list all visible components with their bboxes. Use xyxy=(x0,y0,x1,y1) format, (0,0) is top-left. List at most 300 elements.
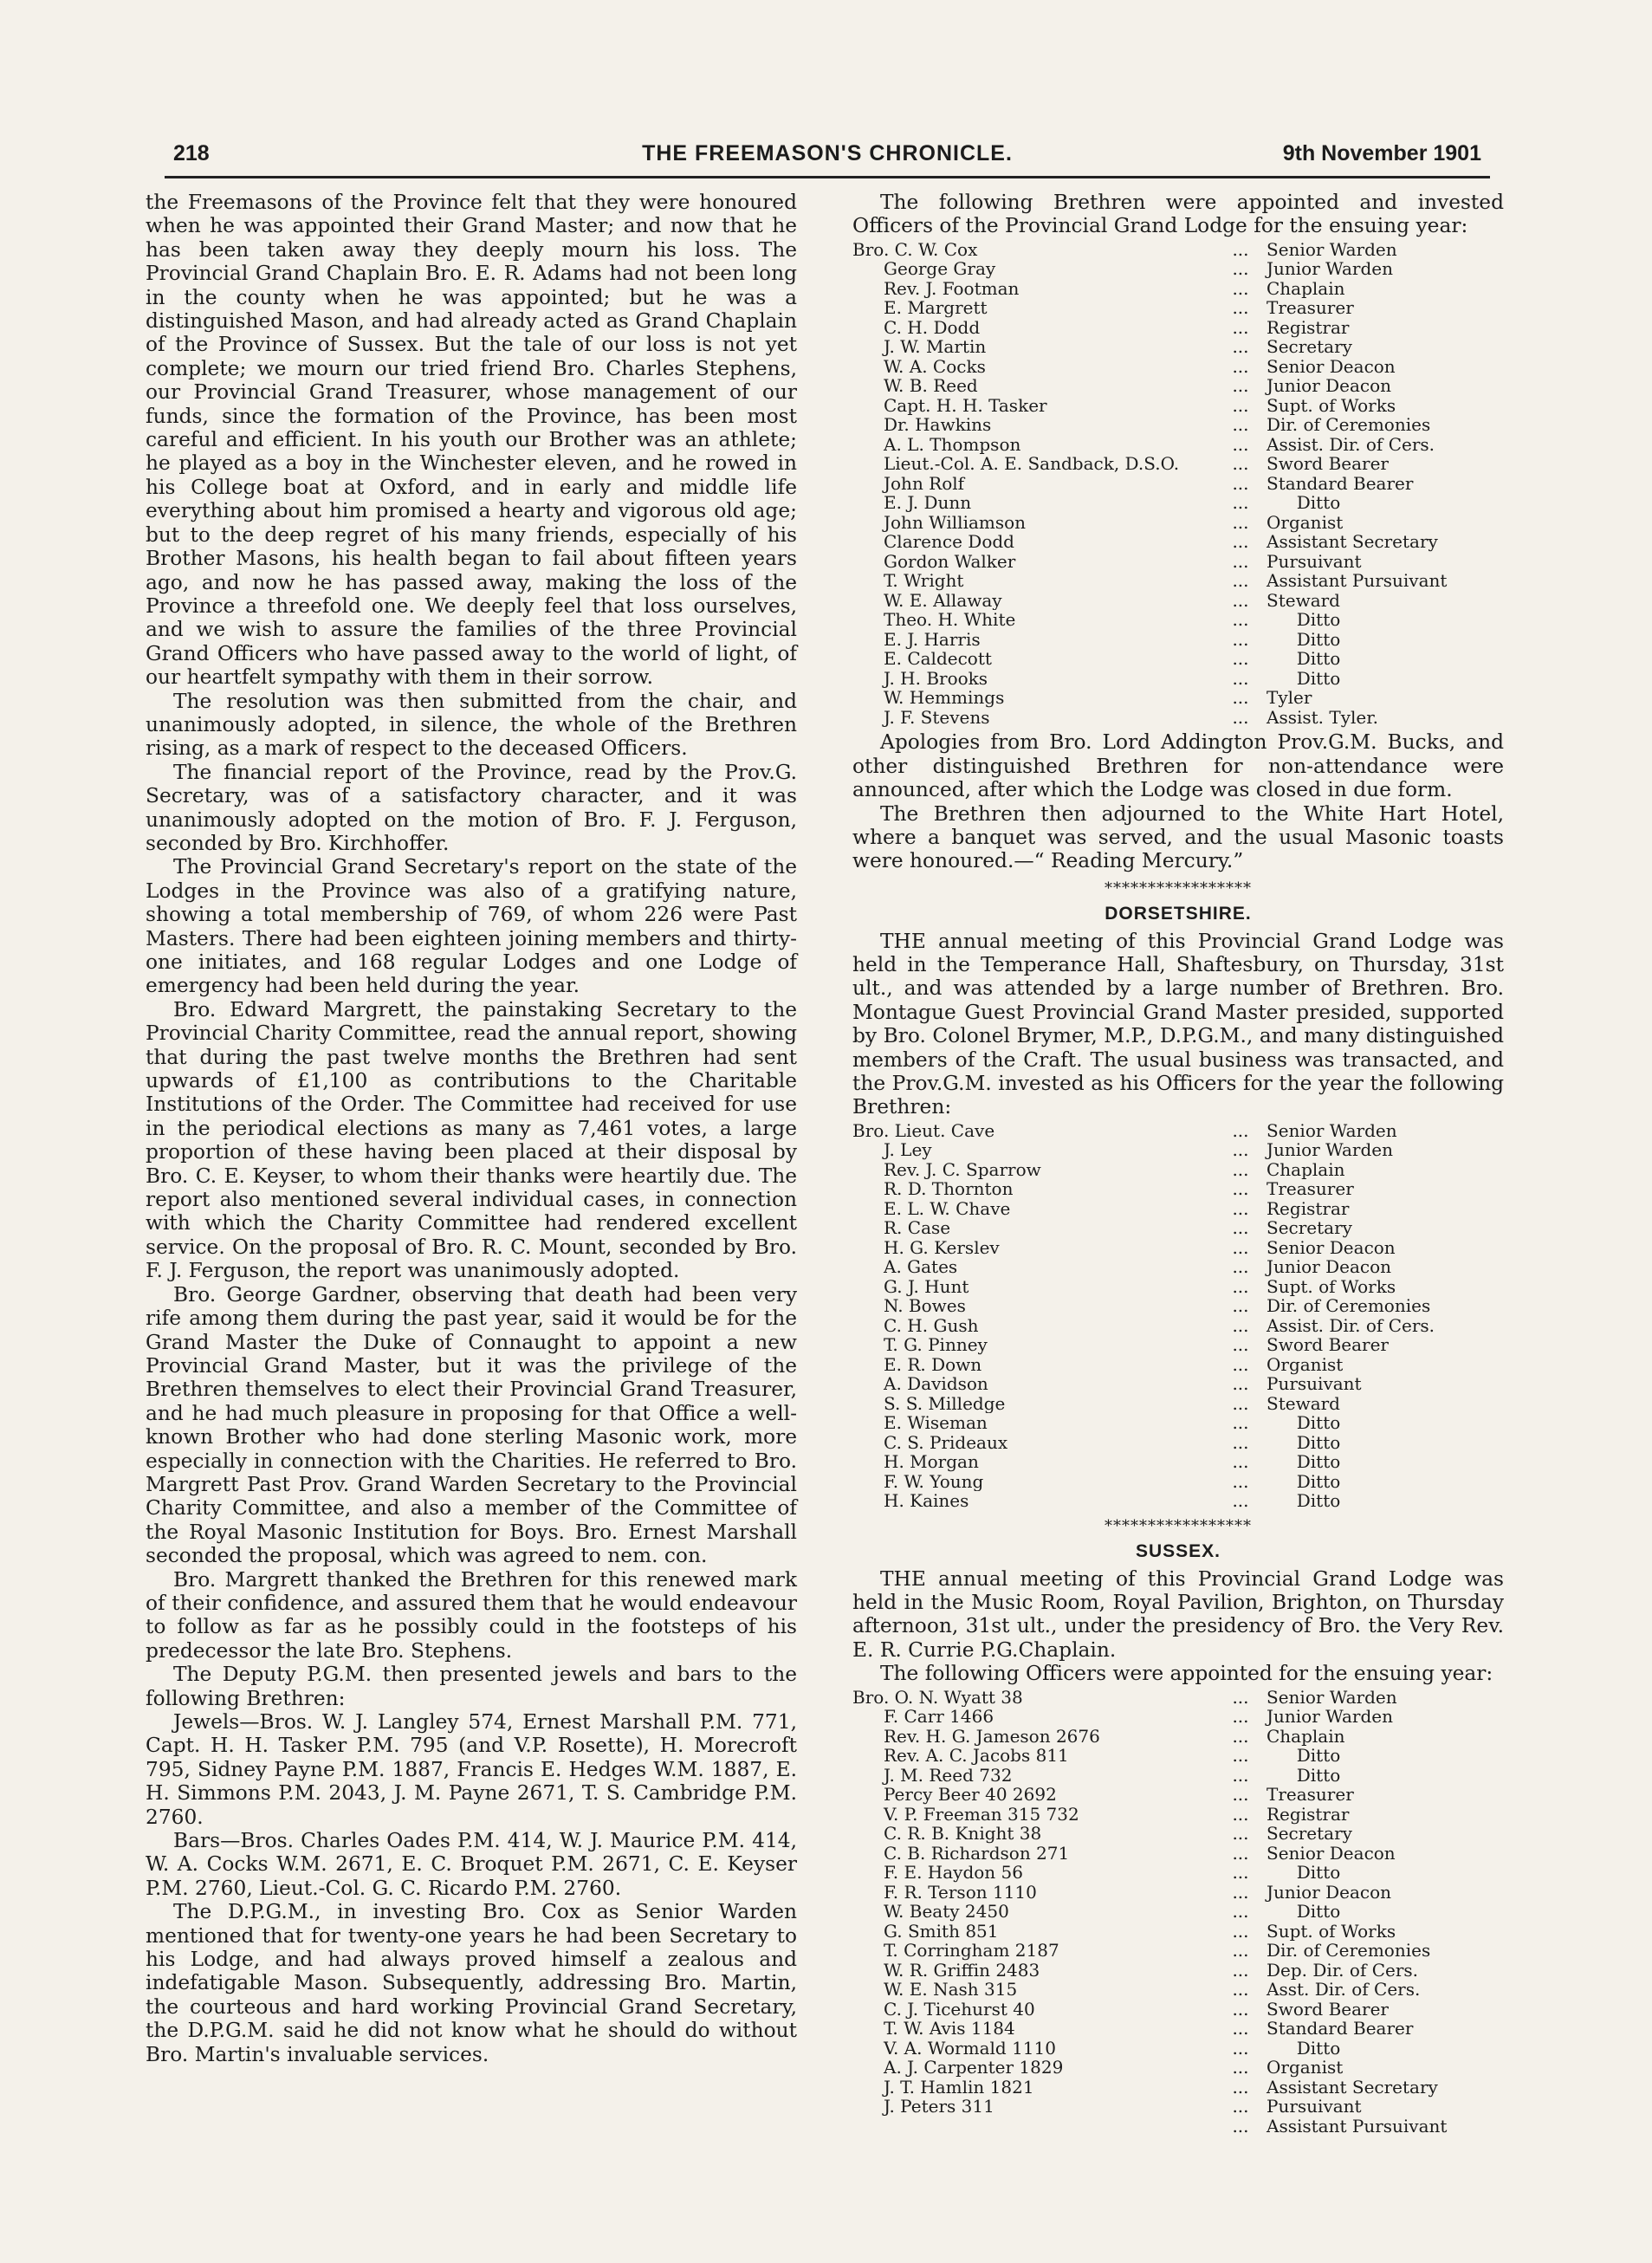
leader-dots: ... xyxy=(1232,706,1249,728)
section-separator: ***************** xyxy=(1105,879,1252,898)
paragraph: THE annual meeting of this Provincial Grand Lodge was held in the Music Room, Royal Pavilion, Brighton, on Thursday afternoon, 31st ult., under the presidency of Bro. the Very Rev. E. R. Currie P.G.Chaplain. xyxy=(852,1566,1504,1662)
officer-name: E. Margrett xyxy=(884,298,988,318)
leader-dots: ... xyxy=(1232,1178,1249,1200)
leader-dots: ... xyxy=(1232,1314,1249,1336)
officer-office: Ditto xyxy=(1296,1490,1341,1512)
officer-name: W. R. Griffin 2483 xyxy=(884,1960,1040,1981)
officer-office: Chaplain xyxy=(1267,1725,1345,1747)
leader-dots: ... xyxy=(1232,1920,1249,1942)
leader-dots: ... xyxy=(1232,277,1249,299)
officer-name: Rev. J. C. Sparrow xyxy=(884,1159,1041,1180)
officer-row xyxy=(852,298,1504,318)
officer-office: Senior Warden xyxy=(1267,238,1397,260)
officer-office: Ditto xyxy=(1296,1431,1341,1453)
officer-name xyxy=(852,2117,884,2137)
officer-name: Lieut.-Col. A. E. Sandback, D.S.O. xyxy=(884,454,1180,474)
leader-dots: ... xyxy=(1232,667,1249,689)
officer-name: G. J. Hunt xyxy=(884,1276,969,1297)
leader-dots: ... xyxy=(1232,2076,1249,2098)
officer-name: C. S. Prideaux xyxy=(884,1432,1008,1453)
officer-office: Treasurer xyxy=(1267,1178,1354,1200)
leader-dots: ... xyxy=(1232,1490,1249,1512)
officer-row xyxy=(852,708,1504,728)
officer-name: C. H. Gush xyxy=(884,1315,979,1336)
officer-name: J. F. Stevens xyxy=(884,707,990,728)
paragraph: The financial report of the Province, read by the Prov.G. Secretary, was of a satisfactory character, and it was unanimously adopted on the motion of Bro. F. J. Ferguson, seconded by Bro. Kirchhoffer. xyxy=(146,760,797,855)
paragraph: The Brethren then adjourned to the White Hart Hotel, where a banquet was served, and the usual Masonic toasts were honoured.—“ Reading Mercury.” xyxy=(852,801,1504,873)
officer-name: G. Smith 851 xyxy=(884,1921,999,1942)
officer-name: T. Wright xyxy=(884,571,964,591)
leader-dots: ... xyxy=(1232,1392,1249,1414)
officer-office: Ditto xyxy=(1296,609,1341,631)
officer-name: F. W. Young xyxy=(884,1471,984,1492)
paragraph: Apologies from Bro. Lord Addington Prov.G.M. Bucks, and other distinguished Brethren for non-attendance were announced, after which the Lodge was closed in due form. xyxy=(852,730,1504,802)
officer-row xyxy=(852,1707,1504,1727)
section-heading-dorsetshire: DORSETSHIRE. xyxy=(1105,904,1252,924)
officer-row xyxy=(852,279,1504,299)
leader-dots: ... xyxy=(1232,1998,1249,2020)
issue-date: 9th November 1901 xyxy=(1282,141,1481,165)
officer-name: F. Carr 1466 xyxy=(884,1707,994,1727)
section-separator: ***************** xyxy=(1105,1516,1252,1535)
officer-name: T. G. Pinney xyxy=(884,1335,988,1355)
officer-row xyxy=(852,376,1504,396)
leader-dots: ... xyxy=(1232,394,1249,416)
leader-dots: ... xyxy=(1232,1412,1249,1434)
leader-dots: ... xyxy=(1232,1842,1249,1864)
leader-dots: ... xyxy=(1232,1979,1249,2000)
officer-name: A. J. Carpenter 1829 xyxy=(884,2058,1064,2078)
officer-row xyxy=(852,1277,1504,1297)
officer-office: Assistant Secretary xyxy=(1267,2076,1438,2098)
officer-name: Clarence Dodd xyxy=(884,532,1014,552)
officer-row xyxy=(852,1863,1504,1883)
officer-row xyxy=(852,1160,1504,1180)
leader-dots: ... xyxy=(1232,531,1249,553)
officer-row xyxy=(852,1688,1504,1708)
officer-name: E. R. Down xyxy=(884,1354,982,1375)
officer-name: C. H. Dodd xyxy=(884,317,981,338)
officer-row xyxy=(852,1941,1504,1961)
leader-dots: ... xyxy=(1232,1862,1249,1884)
leader-dots: ... xyxy=(1232,2115,1249,2137)
leader-dots: ... xyxy=(1232,1275,1249,1297)
leader-dots: ... xyxy=(1232,1451,1249,1473)
officer-office: Secretary xyxy=(1267,1823,1352,1845)
right-column xyxy=(852,191,1504,2139)
officer-row xyxy=(852,1413,1504,1433)
leader-dots: ... xyxy=(1232,433,1249,455)
officer-row xyxy=(852,1394,1504,1414)
officer-name: George Gray xyxy=(884,259,996,279)
officer-office: Ditto xyxy=(1296,648,1341,670)
officer-name: R. D. Thornton xyxy=(884,1179,1014,1199)
officer-name: Percy Beer 40 2692 xyxy=(884,1785,1057,1805)
leader-dots: ... xyxy=(1232,1940,1249,1961)
leader-dots: ... xyxy=(1232,258,1249,280)
leader-dots: ... xyxy=(1232,414,1249,436)
leader-dots: ... xyxy=(1232,1295,1249,1317)
officer-row xyxy=(852,649,1504,669)
leader-dots: ... xyxy=(1232,511,1249,533)
officer-name: J. H. Brooks xyxy=(884,668,988,689)
officer-name: J. Peters 311 xyxy=(884,2097,994,2117)
leader-dots: ... xyxy=(1232,1959,1249,1981)
leader-dots: ... xyxy=(1232,628,1249,650)
officer-office: Senior Warden xyxy=(1267,1686,1397,1708)
officer-row xyxy=(852,1785,1504,1805)
officer-row xyxy=(852,2019,1504,2039)
officer-office: Senior Deacon xyxy=(1267,1236,1396,1258)
officer-row xyxy=(852,2000,1504,2020)
leader-dots: ... xyxy=(1232,1334,1249,1356)
officer-name: A. L. Thompson xyxy=(884,434,1021,455)
officer-office: Ditto xyxy=(1296,1745,1341,1767)
leader-dots: ... xyxy=(1232,2096,1249,2117)
officer-name: V. P. Freeman 315 732 xyxy=(884,1804,1079,1825)
leader-dots: ... xyxy=(1232,1725,1249,1747)
officer-office: Dir. of Ceremonies xyxy=(1267,1940,1431,1961)
officer-office: Junior Deacon xyxy=(1267,1256,1392,1278)
page-header xyxy=(165,133,1490,178)
officer-row xyxy=(852,474,1504,494)
leader-dots: ... xyxy=(1232,238,1249,260)
officer-row xyxy=(852,610,1504,630)
officer-office: Ditto xyxy=(1296,1470,1341,1492)
officer-row xyxy=(852,1746,1504,1766)
officer-name: A. Davidson xyxy=(884,1374,988,1394)
officer-name: F. R. Terson 1110 xyxy=(884,1882,1037,1903)
officer-row xyxy=(852,1199,1504,1219)
leader-dots: ... xyxy=(1232,1431,1249,1453)
officer-name: H. G. Kerslev xyxy=(884,1237,1000,1258)
officer-row xyxy=(852,1472,1504,1492)
leader-dots: ... xyxy=(1232,375,1249,397)
officer-row xyxy=(852,669,1504,689)
officer-office: Sword Bearer xyxy=(1267,1998,1389,2020)
leader-dots: ... xyxy=(1232,570,1249,592)
officer-row xyxy=(852,337,1504,357)
leader-dots: ... xyxy=(1232,1197,1249,1219)
officer-office: Secretary xyxy=(1267,336,1352,358)
officer-row xyxy=(852,688,1504,708)
officer-name: Theo. H. White xyxy=(884,610,1016,630)
paragraph: Bro. George Gardner, observing that death had been very rife among them during the past year, said it would be for the Grand Master the Duke of Connaught to appoint a new Provincial Grand Master, but it was the privilege of the Brethren themselves to elect their Provincial Grand Treasurer, and he had much pleasure in proposing for that Office a well-known Brother who had done sterling Masonic work, more especially in connection with the Charities. He referred to Bro. Margrett Past Prov. Grand Warden Secretary to the Provincial Charity Committee, and also a member of the Committee of the Royal Masonic Institution for Boys. Bro. Ernest Marshall seconded the proposal, which was agreed to nem. con. xyxy=(146,1282,797,1568)
officers-list-dorsetshire xyxy=(852,1121,1504,1511)
officer-office: Sword Bearer xyxy=(1267,453,1389,475)
officer-row xyxy=(852,2097,1504,2117)
officer-office: Standard Bearer xyxy=(1267,2018,1414,2039)
officer-name: E. Wiseman xyxy=(884,1413,988,1433)
officer-office: Standard Bearer xyxy=(1267,472,1414,494)
officer-name: Bro. Lieut. Cave xyxy=(852,1120,995,1141)
officer-row xyxy=(852,1121,1504,1141)
officer-office: Dir. of Ceremonies xyxy=(1267,1295,1431,1317)
officer-row xyxy=(852,1922,1504,1942)
officer-office: Registrar xyxy=(1267,316,1350,338)
leader-dots: ... xyxy=(1232,1881,1249,1903)
officer-row xyxy=(852,1824,1504,1844)
publication-title: THE FREEMASON'S CHRONICLE. xyxy=(642,141,1013,165)
officer-name: Dr. Hawkins xyxy=(884,415,992,435)
leader-dots: ... xyxy=(1232,336,1249,358)
officer-office: Pursuivant xyxy=(1267,1373,1362,1395)
officer-office: Steward xyxy=(1267,1392,1340,1414)
officer-row xyxy=(852,1844,1504,1864)
officer-office: Supt. of Works xyxy=(1267,394,1396,416)
officer-name: T. Corringham 2187 xyxy=(884,1941,1059,1961)
officer-name: E. Caldecott xyxy=(884,649,992,669)
officers-list-1 xyxy=(852,240,1504,728)
paragraph: Bars—Bros. Charles Oades P.M. 414, W. J. Maurice P.M. 414, W. A. Cocks W.M. 2671, E. C. Broquet P.M. 2671, C. E. Keyser P.M. 2760, Lieut.-Col. G. C. Ricardo P.M. 2760. xyxy=(146,1829,797,1900)
paragraph: The following Officers were appointed for the ensuing year: xyxy=(880,1662,1493,1686)
paragraph: The resolution was then submitted from the chair, and unanimously adopted, in silence, the whole of the Brethren rising, as a mark of respect to the deceased Officers. xyxy=(146,689,797,761)
leader-dots: ... xyxy=(1232,1686,1249,1708)
officer-office: Secretary xyxy=(1267,1217,1352,1239)
leader-dots: ... xyxy=(1232,1119,1249,1141)
leader-dots: ... xyxy=(1232,687,1249,709)
paragraph: The following Brethren were appointed and invested Officers of the Provincial Grand Lodge for the ensuing year: xyxy=(852,191,1504,238)
officer-row xyxy=(852,1218,1504,1238)
officer-office: Junior Deacon xyxy=(1267,375,1392,397)
officer-office: Junior Warden xyxy=(1267,258,1393,280)
officer-name: Gordon Walker xyxy=(884,551,1016,572)
officer-name: Bro. C. W. Cox xyxy=(852,239,978,260)
paragraph: The D.P.G.M., in investing Bro. Cox as Senior Warden mentioned that for twenty-one years he had been Secretary to his Lodge, and had always proved himself a zealous and indefatigable Mason. Subsequently, addressing Bro. Martin, the courteous and hard working Provincial Grand Secretary, the D.P.G.M. said he did not know what he should do without Bro. Martin's invaluable services. xyxy=(146,1900,797,2066)
officer-name: J. M. Reed 732 xyxy=(884,1765,1013,1786)
leader-dots: ... xyxy=(1232,1353,1249,1375)
officer-office: Senior Deacon xyxy=(1267,355,1396,377)
officer-row xyxy=(852,415,1504,435)
officer-name: John Rolf xyxy=(884,473,965,494)
leader-dots: ... xyxy=(1232,1745,1249,1767)
officer-office: Junior Deacon xyxy=(1267,1881,1392,1903)
officer-office: Pursuivant xyxy=(1267,550,1362,572)
officer-office: Ditto xyxy=(1296,1451,1341,1473)
paragraph: THE annual meeting of this Provincial Grand Lodge was held in the Temperance Hall, Shaftesbury, on Thursday, 31st ult., and was attended by a large number of Brethren. Bro. Montague Guest Provincial Grand Master presided, supported by Bro. Colonel Brymer, M.P., D.P.G.M., and many distinguished members of the Craft. The usual business was transacted, and the Prov.G.M. invested as his Officers for the year the following Brethren: xyxy=(852,929,1504,1119)
officer-office: Registrar xyxy=(1267,1197,1350,1219)
paragraph: Jewels—Bros. W. J. Langley 574, Ernest Marshall P.M. 771, Capt. H. H. Tasker P.M. 795 (and V.P. Rosette), H. Morecroft 795, Sidney Payne P.M. 1887, Francis E. Hedges W.M. 1887, E. H. Simmons P.M. 2043, J. M. Payne 2671, T. S. Cambridge P.M. 2760. xyxy=(146,1710,797,1829)
leader-dots: ... xyxy=(1232,1139,1249,1161)
officer-row xyxy=(852,1335,1504,1355)
leader-dots: ... xyxy=(1232,1706,1249,1728)
leader-dots: ... xyxy=(1232,1217,1249,1239)
paragraph: the Freemasons of the Province felt that they were honoured when he was appointed their Grand Master; and now that he has been taken away they deeply mourn his loss. The Provincial Grand Chaplain Bro. E. R. Adams had not been long in the county when he was appointed; but he was a distinguished Mason, and had already acted as Grand Chaplain of the Province of Sussex. But the tale of our loss is not yet complete; we mourn our tried friend Bro. Charles Stephens, our Provincial Grand Treasurer, whose management of our funds, since the formation of the Province, has been most careful and efficient. In his youth our Brother was an athlete; he played as a boy in the Winchester eleven, and he rowed in his College boat at Oxford, and in early and middle life everything about him promised a hearty and vigorous old age; but to the deep regret of his many friends, especially of his Brother Masons, his health began to fail about fifteen years ago, and now he has passed away, making the loss of the Province a threefold one. We deeply feel that loss ourselves, and we wish to assure the families of the three Provincial Grand Officers who have passed away to the world of light, of our heartfelt sympathy with them in their sorrow. xyxy=(146,191,797,690)
officer-row xyxy=(852,1961,1504,1981)
officer-office: Organist xyxy=(1267,1353,1344,1375)
officer-office: Ditto xyxy=(1296,667,1341,689)
officer-name: E. J. Dunn xyxy=(884,493,972,513)
officer-row xyxy=(852,396,1504,416)
officer-row xyxy=(852,552,1504,572)
officer-office: Organist xyxy=(1267,2057,1344,2078)
officer-name: W. A. Cocks xyxy=(884,356,986,377)
officer-office: Ditto xyxy=(1296,1862,1341,1884)
officer-name: Rev. J. Footman xyxy=(884,278,1020,299)
officer-row xyxy=(852,571,1504,591)
officer-office: Dir. of Ceremonies xyxy=(1267,414,1431,436)
officer-row xyxy=(852,2078,1504,2098)
officer-row xyxy=(852,1316,1504,1336)
leader-dots: ... xyxy=(1232,1784,1249,1806)
officer-row xyxy=(852,1491,1504,1511)
officer-office: Senior Warden xyxy=(1267,1119,1397,1141)
officer-row xyxy=(852,513,1504,533)
paragraph: Bro. Edward Margrett, the painstaking Secretary to the Provincial Charity Committee, read the annual report, showing that during the past twelve months the Brethren had sent upwards of £1,100 as contributions to the Charitable Institutions of the Order. The Committee had received for use in the periodical elections as many as 7,461 votes, a large proportion of these having been placed at their disposal by Bro. C. E. Keyser, to whom their thanks were heartily due. The report also mentioned several individual cases, in connection with which the Charity Committee had rendered excellent service. On the proposal of Bro. R. C. Mount, seconded by Bro. F. J. Ferguson, the report was unanimously adopted. xyxy=(146,997,797,1283)
officer-name: A. Gates xyxy=(884,1257,958,1277)
officer-office: Tyler xyxy=(1267,687,1312,709)
leader-dots: ... xyxy=(1232,1823,1249,1845)
officer-office: Ditto xyxy=(1296,2037,1341,2059)
officer-row xyxy=(852,1433,1504,1453)
officer-office: Ditto xyxy=(1296,628,1341,650)
officer-name: W. E. Allaway xyxy=(884,590,1002,611)
officer-office: Steward xyxy=(1267,589,1340,611)
officer-office: Assistant Pursuivant xyxy=(1267,570,1448,592)
leader-dots: ... xyxy=(1232,472,1249,494)
officer-office: Registrar xyxy=(1267,1803,1350,1825)
officer-row xyxy=(852,1257,1504,1277)
leader-dots: ... xyxy=(1232,550,1249,572)
paragraph: The Provincial Grand Secretary's report on the state of the Lodges in the Province was also of a gratifying nature, showing a total membership of 769, of whom 226 were Past Masters. There had been eighteen joining members and thirty-one initiates, and 168 regular Lodges and one Lodge of emergency had been held during the year. xyxy=(146,855,797,998)
officer-office: Asst. Dir. of Cers. xyxy=(1267,1979,1421,2000)
leader-dots: ... xyxy=(1232,2057,1249,2078)
officer-row xyxy=(852,1727,1504,1747)
officer-row xyxy=(852,318,1504,338)
officer-name: N. Bowes xyxy=(884,1296,966,1316)
leader-dots: ... xyxy=(1232,1764,1249,1786)
paragraph: Bro. Margrett thanked the Brethren for this renewed mark of their confidence, and assured them that he would endeavour to follow as far as he possibly could in the footsteps of his predecessor the late Bro. Stephens. xyxy=(146,1567,797,1663)
officer-office: Pursuivant xyxy=(1267,2096,1362,2117)
officer-office: Ditto xyxy=(1296,1764,1341,1786)
officer-row xyxy=(852,630,1504,650)
officer-office: Senior Deacon xyxy=(1267,1842,1396,1864)
officer-name: C. J. Ticehurst 40 xyxy=(884,1999,1035,2020)
officer-name: Rev. A. C. Jacobs 811 xyxy=(884,1746,1069,1766)
officer-row xyxy=(852,591,1504,611)
officer-name: V. A. Wormald 1110 xyxy=(884,2038,1056,2059)
officer-office: Ditto xyxy=(1296,492,1341,514)
leader-dots: ... xyxy=(1232,1901,1249,1923)
officer-name: R. Case xyxy=(884,1218,951,1238)
officer-name: Capt. H. H. Tasker xyxy=(884,395,1047,416)
officer-office: Treasurer xyxy=(1267,1784,1354,1806)
officer-name: E. J. Harris xyxy=(884,629,981,650)
officer-office: Junior Warden xyxy=(1267,1139,1393,1161)
officer-name: J. Ley xyxy=(884,1140,932,1160)
officer-row xyxy=(852,1902,1504,1922)
officer-row xyxy=(852,1805,1504,1825)
officer-row xyxy=(852,1883,1504,1903)
officer-row xyxy=(852,1374,1504,1394)
officer-row xyxy=(852,2058,1504,2078)
officer-office: Ditto xyxy=(1296,1412,1341,1434)
officer-row xyxy=(852,435,1504,455)
officer-office: Chaplain xyxy=(1267,277,1345,299)
leader-dots: ... xyxy=(1232,492,1249,514)
officers-list-sussex xyxy=(852,1688,1504,2137)
section-heading-sussex: SUSSEX. xyxy=(1135,1541,1221,1562)
officer-name: H. Kaines xyxy=(884,1491,969,1511)
leader-dots: ... xyxy=(1232,589,1249,611)
paragraph: The Deputy P.G.M. then presented jewels and bars to the following Brethren: xyxy=(146,1663,797,1710)
officer-office: Sword Bearer xyxy=(1267,1334,1389,1356)
officer-row xyxy=(852,1766,1504,1786)
officer-row xyxy=(852,1238,1504,1258)
officer-name: W. Hemmings xyxy=(884,688,1005,708)
leader-dots: ... xyxy=(1232,2037,1249,2059)
officer-office: Assist. Dir. of Cers. xyxy=(1267,433,1435,455)
leader-dots: ... xyxy=(1232,648,1249,670)
officer-name: C. R. B. Knight 38 xyxy=(884,1824,1042,1844)
officer-row xyxy=(852,2117,1504,2137)
officer-office: Supt. of Works xyxy=(1267,1920,1396,1942)
page-number: 218 xyxy=(173,141,210,165)
officer-name: W. Beaty 2450 xyxy=(884,1902,1009,1922)
officer-name: J. T. Hamlin 1821 xyxy=(884,2077,1034,2098)
officer-name: T. W. Avis 1184 xyxy=(884,2019,1015,2039)
leader-dots: ... xyxy=(1232,316,1249,338)
officer-office: Junior Warden xyxy=(1267,1706,1393,1728)
officer-office: Assistant Pursuivant xyxy=(1267,2115,1448,2137)
officer-row xyxy=(852,1179,1504,1199)
officer-name: S. S. Milledge xyxy=(884,1393,1006,1414)
officer-name: E. L. W. Chave xyxy=(884,1198,1011,1219)
officer-name: F. E. Haydon 56 xyxy=(884,1863,1023,1883)
officer-row xyxy=(852,1296,1504,1316)
officer-office: Chaplain xyxy=(1267,1158,1345,1180)
officer-row xyxy=(852,493,1504,513)
officer-row xyxy=(852,2039,1504,2059)
officer-office: Treasurer xyxy=(1267,297,1354,319)
leader-dots: ... xyxy=(1232,453,1249,475)
officer-row xyxy=(852,1980,1504,2000)
leader-dots: ... xyxy=(1232,609,1249,631)
officer-row xyxy=(852,1452,1504,1472)
officer-office: Assistant Secretary xyxy=(1267,531,1438,553)
officer-row xyxy=(852,1355,1504,1375)
officer-name: W. B. Reed xyxy=(884,376,978,396)
officer-office: Ditto xyxy=(1296,1901,1341,1923)
officer-name: Rev. H. G. Jameson 2676 xyxy=(884,1726,1100,1747)
leader-dots: ... xyxy=(1232,1803,1249,1825)
leader-dots: ... xyxy=(1232,1373,1249,1395)
leader-dots: ... xyxy=(1232,1256,1249,1278)
leader-dots: ... xyxy=(1232,2018,1249,2039)
officer-name: Bro. O. N. Wyatt 38 xyxy=(852,1687,1023,1708)
officer-row xyxy=(852,357,1504,377)
leader-dots: ... xyxy=(1232,1158,1249,1180)
leader-dots: ... xyxy=(1232,1236,1249,1258)
officer-office: Supt. of Works xyxy=(1267,1275,1396,1297)
left-column xyxy=(146,191,797,2066)
officer-name: W. E. Nash 315 xyxy=(884,1980,1018,2000)
officer-row xyxy=(852,1140,1504,1160)
officer-name: John Williamson xyxy=(884,512,1027,533)
officer-office: Assist. Tyler. xyxy=(1267,706,1378,728)
officer-name: C. B. Richardson 271 xyxy=(884,1843,1070,1864)
leader-dots: ... xyxy=(1232,355,1249,377)
officer-row xyxy=(852,454,1504,474)
officer-office: Dep. Dir. of Cers. xyxy=(1267,1959,1419,1981)
officer-office: Organist xyxy=(1267,511,1344,533)
leader-dots: ... xyxy=(1232,297,1249,319)
officer-name: H. Morgan xyxy=(884,1452,979,1472)
officer-row xyxy=(852,240,1504,260)
leader-dots: ... xyxy=(1232,1470,1249,1492)
officer-name: J. W. Martin xyxy=(884,337,987,357)
officer-office: Assist. Dir. of Cers. xyxy=(1267,1314,1435,1336)
